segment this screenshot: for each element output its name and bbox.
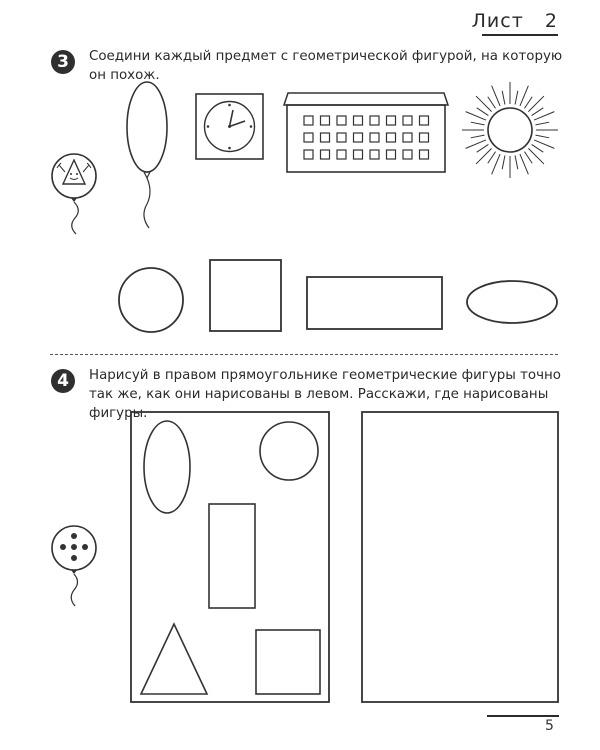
sun-ray bbox=[471, 122, 485, 125]
sample-rectangle bbox=[209, 504, 255, 608]
task-3-instruction: Соедини каждый предмет с геометрической фигурой, на которую он похож. bbox=[89, 49, 563, 83]
building-window bbox=[387, 116, 396, 125]
sheet-label: Лист 2 bbox=[471, 10, 558, 32]
building-window bbox=[337, 133, 346, 142]
sun-ray bbox=[532, 108, 544, 116]
sun-ray bbox=[488, 152, 496, 164]
sample-oval bbox=[144, 421, 190, 513]
building-window bbox=[370, 116, 379, 125]
building-window bbox=[403, 116, 412, 125]
sun-object bbox=[460, 80, 560, 180]
building-window bbox=[337, 150, 346, 159]
building-window bbox=[420, 116, 429, 125]
drawing-frame[interactable] bbox=[361, 411, 561, 705]
building-window bbox=[321, 150, 330, 159]
sun-ray bbox=[502, 91, 505, 105]
building-window bbox=[321, 116, 330, 125]
sun-ray bbox=[502, 156, 505, 170]
sun-ray bbox=[524, 97, 532, 109]
building-window bbox=[370, 150, 379, 159]
section-divider bbox=[50, 354, 558, 355]
building-object bbox=[282, 92, 450, 174]
shape-oval bbox=[465, 279, 561, 329]
sun-ray bbox=[477, 108, 489, 116]
sample-square bbox=[256, 630, 320, 694]
sun-ray bbox=[534, 140, 554, 148]
task-3-number-badge: 3 bbox=[51, 50, 75, 74]
sun-ray bbox=[520, 86, 528, 106]
building-window bbox=[354, 116, 363, 125]
building-window bbox=[370, 133, 379, 142]
building-window bbox=[354, 150, 363, 159]
sun-ray bbox=[534, 112, 554, 120]
dotted-balloon-icon bbox=[50, 522, 106, 612]
shape-rectangle bbox=[306, 276, 446, 332]
sample-frame bbox=[130, 411, 332, 705]
sun-ray bbox=[515, 156, 518, 170]
sun-ray bbox=[488, 97, 496, 109]
task-4-number-badge: 4 bbox=[51, 369, 75, 393]
building-window bbox=[304, 116, 313, 125]
building-window bbox=[321, 133, 330, 142]
page-number: 5 bbox=[545, 718, 554, 734]
sample-triangle bbox=[141, 624, 207, 694]
sun-ray bbox=[471, 135, 485, 138]
sun-ray bbox=[520, 154, 528, 174]
shape-circle bbox=[116, 266, 186, 336]
sun-ray bbox=[536, 122, 550, 125]
sheet-underline bbox=[482, 34, 558, 36]
sun-ray bbox=[477, 144, 489, 152]
page-number-rule bbox=[487, 715, 559, 717]
sun-ray bbox=[492, 154, 500, 174]
building-window bbox=[403, 133, 412, 142]
task-4-instruction: Нарисуй в правом прямоугольнике геометрические фигуры точно так же, как они нарисованы в левом. Расскажи, где нарисованы фигуры. bbox=[89, 368, 561, 421]
sun-ray bbox=[524, 152, 532, 164]
sun-ray bbox=[492, 86, 500, 106]
building-window bbox=[403, 150, 412, 159]
sun-ray bbox=[466, 112, 486, 120]
sun-ray bbox=[532, 144, 544, 152]
building-window bbox=[420, 150, 429, 159]
shape-square bbox=[209, 259, 284, 334]
building-window bbox=[420, 133, 429, 142]
sample-circle bbox=[260, 422, 318, 480]
building-window bbox=[354, 133, 363, 142]
sun-ray bbox=[466, 140, 486, 148]
balloon-object bbox=[120, 80, 180, 240]
building-window bbox=[387, 150, 396, 159]
building-window bbox=[304, 150, 313, 159]
clock-object bbox=[195, 93, 265, 163]
building-window bbox=[304, 133, 313, 142]
sun-ray bbox=[536, 135, 550, 138]
triangle-balloon-icon bbox=[48, 150, 108, 240]
sun-ray bbox=[515, 91, 518, 105]
building-window bbox=[387, 133, 396, 142]
building-window bbox=[337, 116, 346, 125]
